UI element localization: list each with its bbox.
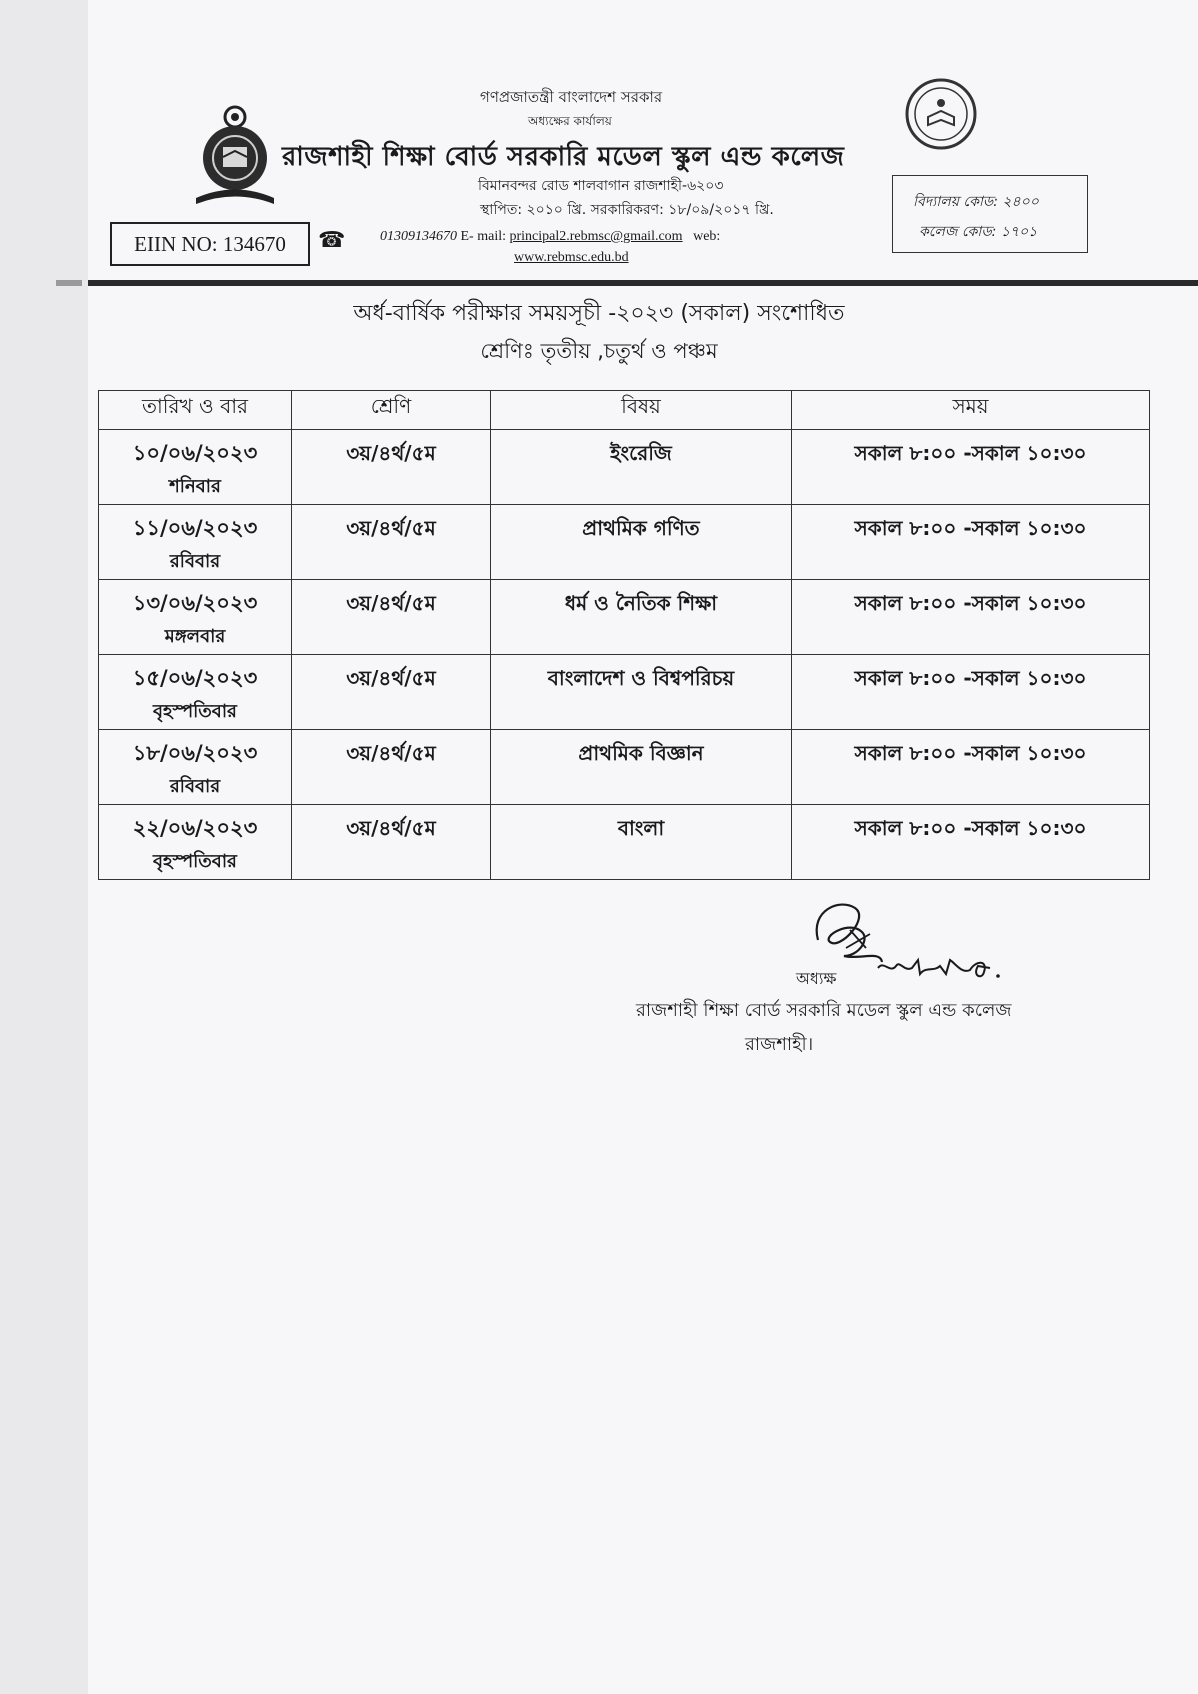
weekday: মঙ্গলবার (164, 626, 226, 647)
subject: প্রাথমিক গণিত (582, 516, 700, 540)
time: সকাল ৮:০০ -সকাল ১০:৩০ (854, 516, 1087, 540)
header-date: তারিখ ও বার (99, 391, 292, 430)
time-cell (792, 655, 1150, 730)
table-row (99, 805, 1150, 880)
time-cell (792, 805, 1150, 880)
class: ৩য়/৪র্থ/৫ম (346, 816, 436, 840)
subject-cell (491, 805, 792, 880)
codes-box (892, 175, 1088, 253)
signatory-city: রাজশাহী। (745, 1034, 814, 1055)
time: সকাল ৮:০০ -সকাল ১০:৩০ (854, 441, 1087, 465)
subject: প্রাথমিক বিজ্ঞান (578, 741, 704, 765)
table-row (99, 730, 1150, 805)
school-name: রাজশাহী শিক্ষা বোর্ড সরকারি মডেল স্কুল এন্ড কলেজ (282, 142, 845, 172)
date-cell (99, 430, 292, 505)
subject-cell (491, 580, 792, 655)
class: ৩য়/৪র্থ/৫ম (346, 741, 436, 765)
school-code: বিদ্যালয় কোড: ২৪০০ (913, 194, 1039, 210)
time-cell (792, 505, 1150, 580)
time-cell (792, 430, 1150, 505)
class-cell (292, 505, 491, 580)
time: সকাল ৮:০০ -সকাল ১০:৩০ (854, 816, 1087, 840)
subject: বাংলাদেশ ও বিশ্বপরিচয় (547, 666, 735, 690)
exam-schedule-table (98, 390, 1150, 880)
office-line: অধ্যক্ষের কার্যালয় (528, 114, 612, 128)
header-subject: বিষয় (491, 391, 792, 430)
established-line: স্থাপিত: ২০১০ খ্রি. সরকারিকরণ: ১৮/০৯/২০১৭ খ্রি. (480, 202, 774, 218)
signatory-title: অধ্যক্ষ (796, 969, 837, 988)
table-row (99, 430, 1150, 505)
date-cell (99, 805, 292, 880)
weekday: রবিবার (169, 551, 221, 572)
class-cell (292, 580, 491, 655)
signatory-organization: রাজশাহী শিক্ষা বোর্ড সরকারি মডেল স্কুল এন্ড কলেজ (636, 1000, 1012, 1021)
document-subtitle: শ্রেণিঃ তৃতীয় ,চতুর্থ ও পঞ্চম (480, 339, 718, 363)
round-seal-icon (904, 77, 978, 151)
time: সকাল ৮:০০ -সকাল ১০:৩০ (854, 591, 1087, 615)
subject-cell (491, 430, 792, 505)
email-link[interactable]: principal2.rebmsc@gmail.com (509, 229, 683, 244)
class-cell (292, 730, 491, 805)
date: ১৫/০৬/২০২৩ (132, 666, 258, 690)
date: ১১/০৬/২০২৩ (132, 516, 258, 540)
weekday: বৃহস্পতিবার (153, 701, 237, 722)
table-row (99, 655, 1150, 730)
subject-cell (491, 730, 792, 805)
telephone-icon: ☎ (318, 228, 346, 253)
scan-mark (56, 280, 82, 286)
class-cell (292, 805, 491, 880)
time-cell (792, 730, 1150, 805)
time: সকাল ৮:০০ -সকাল ১০:৩০ (854, 741, 1087, 765)
subject-cell (491, 655, 792, 730)
date-cell (99, 655, 292, 730)
time: সকাল ৮:০০ -সকাল ১০:৩০ (854, 666, 1087, 690)
weekday: বৃহস্পতিবার (153, 851, 237, 872)
class-cell (292, 430, 491, 505)
table-row (99, 505, 1150, 580)
date-cell (99, 505, 292, 580)
date-cell (99, 730, 292, 805)
date: ১৩/০৬/২০২৩ (132, 591, 258, 615)
subject-cell (491, 505, 792, 580)
subject: ধর্ম ও নৈতিক শিক্ষা (564, 591, 718, 615)
class: ৩য়/৪র্থ/৫ম (346, 666, 436, 690)
page-edge (0, 0, 88, 1694)
website-link[interactable]: www.rebmsc.edu.bd (514, 250, 629, 265)
weekday: রবিবার (169, 776, 221, 797)
school-address: বিমানবন্দর রোড শালবাগান রাজশাহী-৬২০৩ (478, 178, 724, 194)
subject: ইংরেজি (610, 441, 672, 465)
class: ৩য়/৪র্থ/৫ম (346, 516, 436, 540)
class: ৩য়/৪র্থ/৫ম (346, 591, 436, 615)
eiin-box: EIIN NO: 134670 (110, 222, 310, 266)
phone-number: 01309134670 (380, 229, 457, 244)
email-label: E- mail: (460, 229, 506, 244)
web-label: web: (693, 229, 721, 244)
date-cell (99, 580, 292, 655)
table-row (99, 580, 1150, 655)
document-title: অর্ধ-বার্ষিক পরীক্ষার সময়সূচী -২০২৩ (সকাল) সংশোধিত (353, 301, 845, 326)
date: ২২/০৬/২০২৩ (132, 816, 258, 840)
time-cell (792, 580, 1150, 655)
table-header-row (99, 391, 1150, 430)
subject: বাংলা (617, 816, 665, 840)
date: ১০/০৬/২০২৩ (132, 441, 258, 465)
date: ১৮/০৬/২০২৩ (132, 741, 258, 765)
header-class: শ্রেণি (292, 391, 491, 430)
principal-signature (800, 890, 1060, 990)
header-time: সময় (792, 391, 1150, 430)
contact-line (380, 229, 720, 245)
school-emblem-icon (190, 103, 280, 208)
weekday: শনিবার (169, 476, 221, 497)
class-cell (292, 655, 491, 730)
government-line: গণপ্রজাতন্ত্রী বাংলাদেশ সরকার (480, 88, 663, 106)
college-code: কলেজ কোড: ১৭০১ (919, 224, 1038, 240)
class: ৩য়/৪র্থ/৫ম (346, 441, 436, 465)
header-divider (88, 280, 1198, 286)
